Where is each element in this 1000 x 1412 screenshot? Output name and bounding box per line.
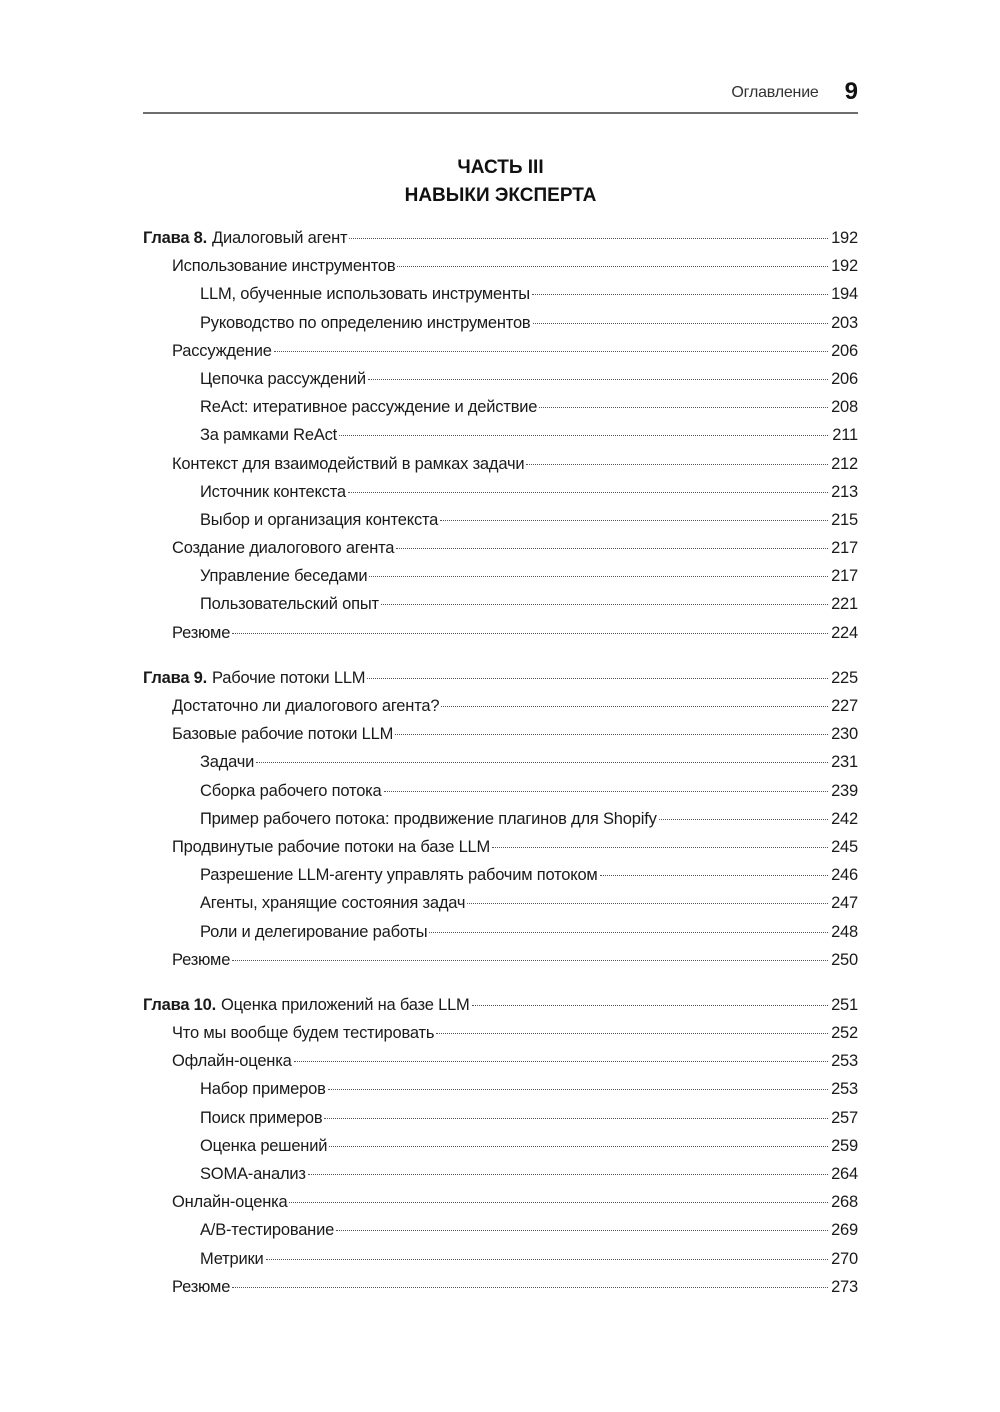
toc-entry-page: 250	[831, 950, 858, 969]
dot-leader	[256, 762, 828, 763]
dot-leader	[232, 1287, 828, 1288]
toc-entry-page: 213	[831, 482, 858, 501]
toc-entry	[143, 506, 858, 534]
dot-leader	[472, 1005, 828, 1006]
toc-entry-page: 215	[831, 510, 858, 529]
toc-entry	[143, 1188, 858, 1216]
toc-entry-title: Базовые рабочие потоки LLM	[172, 725, 394, 744]
toc-entry	[143, 619, 858, 647]
toc-entry-page: 217	[831, 539, 858, 558]
toc-entry-title: Задачи	[200, 753, 255, 772]
toc-entry	[143, 1047, 858, 1075]
toc-entry	[143, 280, 858, 308]
toc-entry	[143, 1245, 858, 1273]
toc-entry-title: Оценка решений	[200, 1136, 328, 1155]
toc-entry-title: За рамками ReAct	[200, 426, 338, 445]
dot-leader	[339, 435, 828, 436]
toc-chapter-entry	[143, 224, 858, 252]
dot-leader	[381, 604, 828, 605]
toc-entry	[143, 1160, 858, 1188]
dot-leader	[274, 351, 828, 352]
toc-entry	[143, 1273, 858, 1301]
toc-entry-title: SOMA-анализ	[200, 1165, 306, 1183]
toc-entry	[143, 1019, 858, 1047]
toc-entry-page: 246	[831, 866, 858, 885]
toc-entry-title: Руководство по определению инструментов	[200, 313, 531, 332]
toc-entry	[143, 720, 858, 748]
toc-entry-page: 227	[831, 697, 858, 715]
toc-entry-page: 247	[831, 894, 858, 913]
dot-leader	[436, 1033, 828, 1034]
dot-leader	[659, 819, 828, 820]
dot-leader	[539, 407, 828, 408]
toc-entry-title: Разрешение LLM-агенту управлять рабочим потоком	[200, 866, 598, 885]
toc-entry-title: Продвинутые рабочие потоки на базе LLM	[172, 837, 491, 856]
toc-entry-page: 269	[831, 1221, 858, 1240]
toc-entry-title: Достаточно ли диалогового агента?	[172, 697, 440, 715]
toc-entry-page: 259	[831, 1136, 858, 1155]
dot-leader	[429, 932, 828, 933]
toc-entry-title: Оценка приложений на базе LLM	[221, 995, 470, 1014]
dot-leader	[232, 960, 828, 961]
toc-chapter-entry	[143, 664, 858, 692]
toc-entry	[143, 534, 858, 562]
toc-entry-page: 212	[831, 454, 858, 473]
toc-entry-title: Создание диалогового агента	[172, 539, 395, 558]
toc-entry-page: 203	[831, 313, 858, 332]
dot-leader	[308, 1174, 828, 1175]
toc-entry-page: 253	[831, 1080, 858, 1099]
toc-entry-title: Управление беседами	[200, 567, 368, 586]
part-heading	[143, 154, 858, 210]
toc-entry-page: 194	[831, 285, 858, 304]
toc-entry-page: 217	[831, 567, 858, 586]
chapter-label: Глава 9.	[143, 668, 208, 687]
toc-entry-page: 192	[831, 229, 858, 247]
dot-leader	[367, 678, 828, 679]
dot-leader	[368, 379, 828, 380]
dot-leader	[336, 1230, 828, 1231]
toc-entry	[143, 337, 858, 365]
toc-entry-title: Онлайн-оценка	[172, 1193, 288, 1212]
dot-leader	[526, 464, 828, 465]
running-header	[143, 72, 858, 114]
toc-entry-title: Рассуждение	[172, 341, 272, 360]
toc-entry-page: 206	[831, 369, 858, 388]
toc-entry-title: Роли и делегирование работы	[200, 922, 428, 941]
toc-entry-page: 221	[831, 595, 858, 614]
toc-entry	[143, 833, 858, 861]
toc-entry-page: 264	[831, 1165, 858, 1183]
running-header-title: Оглавление	[731, 84, 819, 101]
toc-entry-page: 252	[831, 1024, 858, 1043]
toc-entry	[143, 450, 858, 478]
toc-entry-title: Контекст для взаимодействий в рамках задачи	[172, 454, 525, 473]
toc-entry-title: Рабочие потоки LLM	[212, 668, 366, 687]
chapter-label: Глава 8.	[143, 229, 208, 247]
toc-entry-title: ReAct: итеративное рассуждение и действие	[200, 398, 538, 417]
toc-entry-page: 257	[831, 1108, 858, 1127]
toc-entry	[143, 889, 858, 917]
toc-entry-page: 230	[831, 725, 858, 744]
toc-entry-page: 231	[831, 753, 858, 772]
dot-leader	[266, 1259, 828, 1260]
toc-entry-title: Сборка рабочего потока	[200, 781, 382, 800]
toc-entry-page: 253	[831, 1052, 858, 1071]
toc-entry	[143, 1132, 858, 1160]
toc-entry-title: Что мы вообще будем тестировать	[172, 1024, 435, 1043]
dot-leader	[232, 633, 828, 634]
dot-leader	[328, 1089, 828, 1090]
toc-entry-title: Цепочка рассуждений	[200, 369, 366, 388]
dot-leader	[329, 1146, 828, 1147]
dot-leader	[492, 847, 828, 848]
toc-entry	[143, 805, 858, 833]
toc-entry	[143, 861, 858, 889]
dot-leader	[533, 323, 829, 324]
toc-entry-page: 268	[831, 1193, 858, 1212]
part-title: НАВЫКИ ЭКСПЕРТА	[404, 185, 597, 206]
dot-leader	[349, 238, 828, 239]
toc-entry-page: 245	[831, 837, 858, 856]
toc-entry	[143, 562, 858, 590]
dot-leader	[294, 1061, 828, 1062]
toc-entry-page: 270	[831, 1249, 858, 1268]
toc-entry-title: Поиск примеров	[200, 1108, 323, 1127]
toc-entry-title: Офлайн-оценка	[172, 1052, 292, 1071]
dot-leader	[395, 734, 828, 735]
toc-entry-page: 192	[831, 257, 858, 276]
toc-entry	[143, 692, 858, 720]
toc-entry	[143, 918, 858, 946]
toc-entry	[143, 748, 858, 776]
dot-leader	[532, 294, 828, 295]
dot-leader	[348, 492, 828, 493]
toc-entry-title: Резюме	[172, 1277, 231, 1296]
toc-entry-page: 239	[831, 781, 858, 800]
toc-entry-page: 206	[831, 341, 858, 360]
toc-entry	[143, 309, 858, 337]
toc-entry-page: 225	[831, 668, 858, 687]
toc-entry-page: 211	[832, 426, 858, 445]
toc-entry-title: Пользовательский опыт	[200, 595, 379, 614]
toc-entry-page: 251	[831, 995, 858, 1014]
dot-leader	[289, 1202, 828, 1203]
toc-entry-page: 242	[831, 809, 858, 828]
toc-entry	[143, 1104, 858, 1132]
toc-entry-title: Использование инструментов	[172, 257, 396, 276]
toc-entry-title: A/B-тестирование	[200, 1221, 335, 1240]
toc-entry	[143, 393, 858, 421]
toc-entry-title: Выбор и организация контекста	[200, 510, 439, 529]
toc-entry-title: Резюме	[172, 950, 231, 969]
dot-leader	[396, 548, 828, 549]
toc-entry	[143, 590, 858, 618]
toc-entry-title: Агенты, хранящие состояния задач	[200, 894, 466, 913]
dot-leader	[600, 875, 828, 876]
dot-leader	[369, 576, 828, 577]
toc-entry-page: 248	[831, 922, 858, 941]
toc-entry-page: 208	[831, 398, 858, 417]
toc-entry-page: 224	[831, 623, 858, 642]
toc-entry-title: Метрики	[200, 1249, 264, 1268]
toc-entry-title: Набор примеров	[200, 1080, 326, 1099]
toc-entry	[143, 252, 858, 280]
toc-entry	[143, 1216, 858, 1244]
page-number: 9	[844, 78, 858, 105]
toc-entry-page: 273	[831, 1277, 858, 1296]
dot-leader	[441, 706, 828, 707]
toc-entry-title: Резюме	[172, 623, 231, 642]
part-label: ЧАСТЬ III	[457, 157, 544, 178]
toc-entry	[143, 365, 858, 393]
toc-entry-title: Источник контекста	[200, 482, 346, 501]
dot-leader	[440, 520, 828, 521]
toc-chapter-entry	[143, 991, 858, 1019]
dot-leader	[467, 903, 828, 904]
toc-entry-title: LLM, обученные использовать инструменты	[200, 285, 530, 304]
toc-entry-title: Пример рабочего потока: продвижение плагинов для Shopify	[200, 809, 657, 828]
toc-entry	[143, 1075, 858, 1103]
toc-entry	[143, 421, 858, 449]
table-of-contents	[143, 224, 858, 1301]
toc-entry	[143, 946, 858, 974]
chapter-label: Глава 10.	[143, 995, 217, 1014]
toc-entry	[143, 478, 858, 506]
dot-leader	[397, 266, 828, 267]
toc-entry-title: Диалоговый агент	[212, 229, 348, 247]
dot-leader	[384, 791, 828, 792]
dot-leader	[324, 1118, 828, 1119]
toc-entry	[143, 777, 858, 805]
